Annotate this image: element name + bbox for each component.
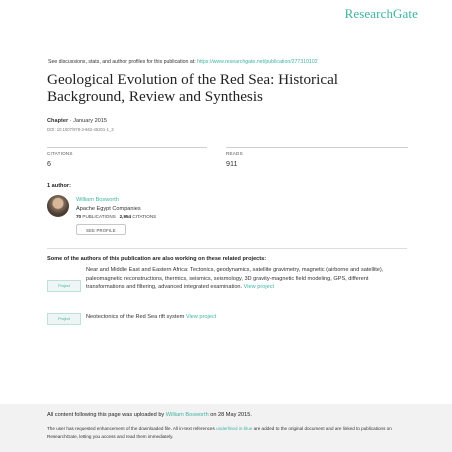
publication-title: Geological Evolution of the Red Sea: Historical Background, Review and Synthesis	[47, 71, 339, 105]
author-publications-label: PUBLICATIONS	[81, 214, 116, 219]
project-description: Neotectonics of the Red Sea rift system	[86, 314, 185, 320]
project-description: Near and Middle East and Eastern Africa: Tectonics, geodynamics, satellite gravimetry, magnetic (airborne and satellite), paleomagnetic reconstructions, thermics, seismics, seismology, 3D gravity-magnetic field modeling, GPS, different transformations and filtering, advanced integrated examination.	[86, 267, 384, 291]
project-badge[interactable]: Project	[47, 313, 81, 325]
publication-date: · January 2015	[68, 118, 108, 124]
citations-label: CITATIONS	[47, 151, 73, 156]
citations-divider	[47, 147, 207, 148]
project-item	[86, 266, 408, 292]
author-citations-count: 2,954	[119, 214, 132, 219]
note-part1: The user has requested enhancement of the downloaded file. All in-text references	[47, 426, 217, 431]
citations-value: 6	[47, 159, 51, 168]
note-link: underlined in blue	[216, 426, 253, 431]
uploader-link[interactable]: William Bosworth	[165, 412, 209, 418]
reads-divider	[226, 147, 408, 148]
author-citations-label: CITATIONS	[131, 214, 157, 219]
upload-prefix: All content following this page was uploaded by	[47, 412, 166, 418]
avatar[interactable]	[47, 195, 69, 217]
enhancement-note	[47, 425, 417, 441]
upload-line	[47, 412, 252, 418]
publication-url-link[interactable]: https://www.researchgate.net/publication/277310102	[197, 59, 318, 65]
publication-type: Chapter	[47, 118, 69, 124]
discussion-text: See discussions, stats, and author profiles for this publication at:	[48, 59, 198, 65]
reads-label: READS	[226, 151, 243, 156]
reads-value: 911	[226, 159, 238, 168]
researchgate-logo[interactable]: ResearchGate	[344, 6, 418, 21]
upload-suffix: on 28 May 2015.	[208, 412, 252, 418]
author-name-link[interactable]: William Bosworth	[76, 197, 119, 203]
view-project-link[interactable]: View project	[185, 314, 217, 320]
author-stats	[76, 214, 156, 219]
publication-doi: DOI: 10.1007/978-3-662-45201-1_3	[47, 127, 114, 132]
related-projects-heading: Some of the authors of this publication are also working on these related projects:	[47, 256, 267, 262]
author-publications-count: 70	[76, 214, 82, 219]
project-item	[86, 313, 408, 322]
discussion-line	[48, 59, 318, 65]
author-institution: Apache Egypt Companies	[76, 206, 141, 212]
publication-meta	[47, 118, 107, 124]
see-profile-button[interactable]: SEE PROFILE	[76, 224, 126, 235]
authors-heading: 1 author:	[47, 183, 71, 189]
section-divider	[47, 248, 407, 249]
project-badge[interactable]: Project	[47, 280, 81, 292]
view-project-link[interactable]: View project	[243, 284, 275, 291]
note-part2: are added to the original document and are linked to publications on ResearchGate, letting you access and read them immediately.	[47, 426, 392, 439]
